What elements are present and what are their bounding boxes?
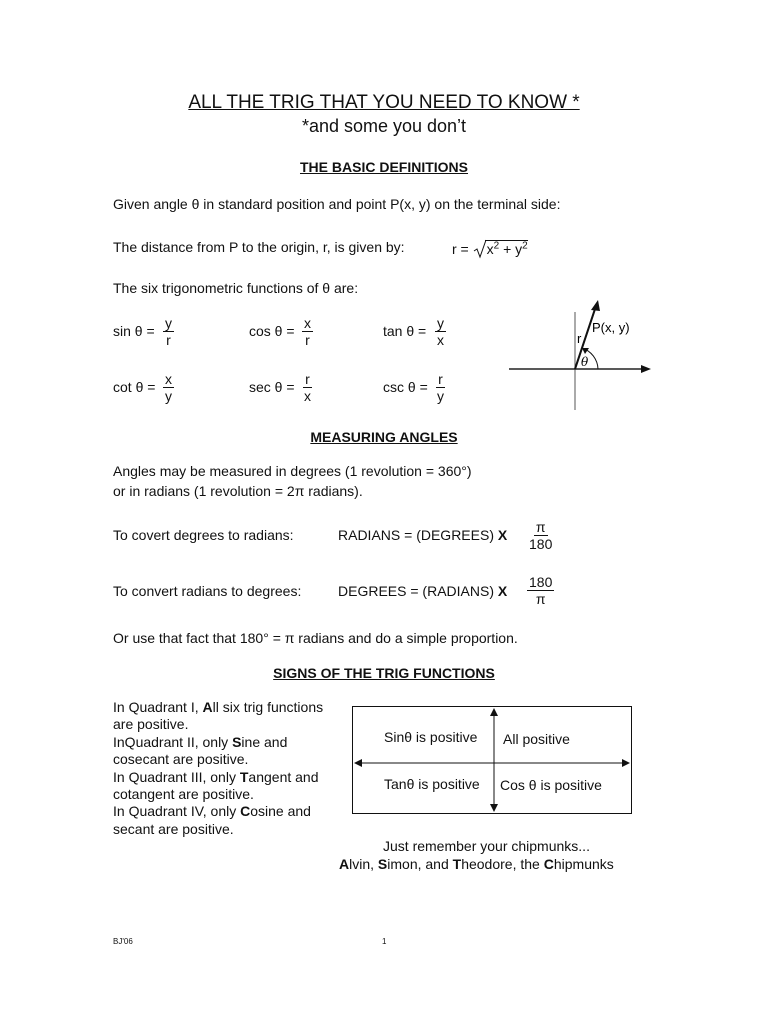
page-number: 1 — [382, 937, 387, 946]
quadrant-rules — [113, 699, 323, 838]
quadrant-diagram — [350, 704, 635, 816]
rule-line: InQuadrant II, only Sine and — [113, 733, 288, 750]
chipmunks-text: Alvin, Simon, and Theodore, the Chipmunks — [339, 856, 614, 872]
up-arrow-icon — [490, 708, 498, 716]
sec-label: sec θ = — [249, 379, 295, 395]
measure-line-1: Angles may be measured in degrees (1 revolution = 360°) — [113, 463, 472, 479]
cot-label: cot θ = — [113, 379, 156, 395]
deg-to-rad-fraction: $\frac{\pi}{180}$ — [529, 519, 553, 552]
quadrant-3-label: Tanθ is positive — [384, 776, 480, 792]
cos-fraction: $\frac{x}{r}$ — [304, 315, 311, 348]
terminal-side-diagram — [505, 298, 655, 413]
right-arrow-icon — [622, 759, 630, 767]
rule-line: secant are positive. — [113, 820, 234, 837]
rad-to-deg-formula: DEGREES = (RADIANS) X — [338, 583, 508, 599]
section-heading-basic: THE BASIC DEFINITIONS — [299, 159, 469, 175]
sec-fraction: $\frac{r}{x}$ — [304, 371, 311, 404]
footer-author: BJ'06 — [113, 937, 133, 946]
cot-fraction: $\frac{x}{y}$ — [165, 371, 172, 404]
section-heading-signs: SIGNS OF THE TRIG FUNCTIONS — [273, 665, 495, 681]
down-arrow-icon — [490, 804, 498, 812]
point-label: P(x, y) — [592, 320, 630, 335]
sin-label: sin θ = — [113, 323, 155, 339]
given-text: Given angle θ in standard position and point P(x, y) on the terminal side: — [113, 196, 561, 212]
distance-formula: $r = x^2 + y^2$ — [452, 240, 528, 257]
x-axis-arrow-icon — [641, 365, 651, 373]
csc-label: csc θ = — [383, 379, 428, 395]
tan-fraction: $\frac{y}{x}$ — [437, 315, 444, 348]
rad-to-deg-label: To convert radians to degrees: — [113, 583, 302, 599]
left-arrow-icon — [354, 759, 362, 767]
csc-fraction: $\frac{r}{y}$ — [437, 371, 444, 404]
rad-to-deg-fraction: $\frac{180}{\pi}$ — [529, 574, 553, 607]
rule-line: cosecant are positive. — [113, 751, 249, 768]
section-heading-measuring: MEASURING ANGLES — [310, 429, 458, 445]
rule-line: are positive. — [113, 716, 189, 733]
page-subtitle: *and some you don’t — [301, 116, 467, 136]
deg-to-rad-formula: RADIANS = (DEGREES) X — [338, 527, 508, 543]
proportion-text: Or use that fact that 180° = π radians and do a simple proportion. — [113, 630, 518, 646]
quadrant-2-label: Sinθ is positive — [384, 729, 478, 745]
quadrant-4-label: Cos θ is positive — [500, 777, 602, 793]
deg-to-rad-label: To covert degrees to radians: — [113, 527, 294, 543]
sin-fraction: $\frac{y}{r}$ — [165, 315, 172, 348]
rule-line: In Quadrant III, only Tangent and — [113, 768, 319, 785]
cos-label: cos θ = — [249, 323, 295, 339]
tan-label: tan θ = — [383, 323, 427, 339]
rule-line: In Quadrant I, All six trig functions — [113, 699, 324, 715]
theta-label: θ — [581, 355, 589, 369]
remember-text: Just remember your chipmunks... — [383, 838, 590, 854]
quadrant-1-label: All positive — [503, 731, 570, 747]
six-functions-text: The six trigonometric functions of θ are: — [113, 280, 359, 296]
measure-line-2: or in radians (1 revolution = 2π radians). — [113, 483, 363, 499]
distance-text: The distance from P to the origin, r, is given by: — [113, 239, 405, 255]
rule-line: cotangent are positive. — [113, 786, 254, 803]
quadrant-box — [353, 707, 632, 814]
terminal-arrow-icon — [591, 300, 600, 311]
page-title: ALL THE TRIG THAT YOU NEED TO KNOW * — [188, 92, 580, 113]
rule-line: In Quadrant IV, only Cosine and — [113, 803, 311, 820]
r-label: r — [577, 331, 582, 346]
